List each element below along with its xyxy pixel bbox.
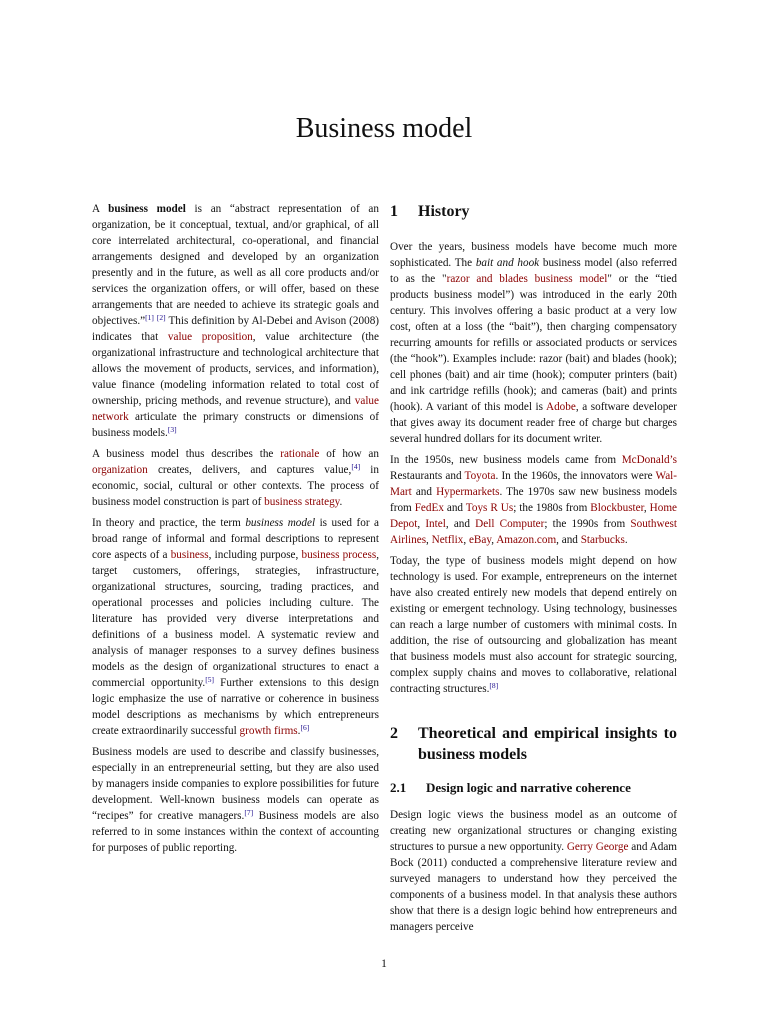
text: is used for a broad range of informal and formal descriptions to represent core aspects of a [92,517,379,561]
text: , a software developer that gives away its document reader free of charge but charges several hundred dollars for its document writer. [390,401,677,445]
subsection-number: 2.1 [390,780,407,795]
wiki-link[interactable]: Southwest Airlines [390,518,677,546]
wiki-link[interactable]: growth firms [239,725,298,737]
text: Design logic views the business model as an outcome of creating new organizational structures or changing existing structures to pursue a new opportunity. [390,809,677,853]
ref-link[interactable]: [8] [489,681,499,690]
subsection-title: Design logic and narrative coherence [426,780,631,795]
theory-paragraph [92,515,379,739]
wiki-link[interactable]: Toys R Us [465,502,514,514]
text: , including purpose, [208,549,302,561]
rationale-paragraph [92,446,379,510]
wiki-link[interactable]: Intel [425,518,446,530]
wiki-link[interactable]: business process [301,549,377,561]
section-title: Theoretical and empirical insights to business models [418,725,677,763]
wiki-link[interactable]: Dell Computer [475,518,545,530]
text: is an “abstract representation of an organization, be it conceptual, textual, and/or graphical, of all core interrelated architectural, co-operational, and financial arrangements designed and developed by an organization presently and in the future, as well as all core products and/or services the organization offers, or will offer, based on these arrangements that are needed to achieve its strategic goals and objectives.” [92,203,379,327]
history-paragraph-1 [390,239,677,447]
page-title: Business model [295,113,473,144]
wiki-link[interactable]: eBay [468,534,492,546]
wiki-link[interactable]: rationale [280,448,320,460]
text: creates, delivers, and captures value, [147,464,352,476]
ref-link[interactable]: [6] [300,723,310,732]
left-column [92,201,379,861]
text: in economic, social, cultural or other contexts. The process of business model construction is part of [92,464,379,508]
text: of how an [319,448,379,460]
wiki-link[interactable]: Toyota [464,470,496,482]
section-title: History [418,203,470,220]
section-heading-history [390,201,677,222]
wiki-link[interactable]: Hypermarkets [436,486,500,498]
ref-link[interactable]: [3] [167,425,177,434]
history-paragraph-2: In the 1950s, new business models came from McDonald’s Restaurants and Toyota. In the 1960s, the innovators were Wal-Mart and Hypermarkets. The 1970s saw new business models from FedEx and Toys R Us; the 1980s from Blockbuster, Home Depot, Intel, and Dell Computer; the 1990s from Southwest Airlines, Netflix, eBay, Amazon.com, and Starbucks. [390,454,678,546]
ref-link[interactable]: [7] [244,808,254,817]
wiki-link[interactable]: razor and blades business model [446,273,608,285]
right-column [390,201,677,940]
text: and Adam Bock (2011) conducted a comprehensive literature review and surveyed managers to understand how they perceived the components of a business model. In that analysis these authors show that there is a design logic behind how entrepreneurs and managers perceive [390,841,678,933]
ref-link[interactable]: [5] [205,675,214,684]
bold-term: business model [108,203,186,215]
design-logic-paragraph [390,807,677,935]
section-number: 2 [390,725,398,742]
text: articulate the primary constructs or dimensions of business models. [92,411,379,439]
text: This definition by Al-Debei and Avison (2008) indicates that [92,315,380,343]
ref-link[interactable]: [2] [156,313,166,322]
text: " or the “tied products business model”) was introduced in the early 20th century. This involves offering a basic product at a very low cost, often at a loss (the “bait”), then charging compensatory recurring amounts for refills or associated products or services (the “hook”). Examples include: razor (bait) and blades (hook); cell phones (bait) and air time (hook); computer printers (bait) and ink cartridge refills (hook); and cameras (bait) and prints (hook). A variant of this model is [390,273,677,413]
text: A [92,203,109,215]
wiki-link[interactable]: business strategy [264,496,340,508]
wiki-link[interactable]: value network [92,395,379,423]
wiki-link[interactable]: value proposition [167,331,253,343]
text: Business models are also referred to in some instances within the context of accounting for purposes of public reporting. [92,810,380,854]
wiki-link[interactable]: Amazon.com [496,534,557,546]
text: . [339,496,343,508]
text: In theory and practice, the term [92,517,246,529]
intro-paragraph [92,201,379,441]
text: , target customers, offerings, strategies, infrastructure, organizational structures, sourcing, trading practices, and operational processes and policies including culture. The literature has provided very diverse interpretations and definitions of a business model. A systematic review and analysis of manager responses to a survey defines business models as the design of organizational structures to enact a commercial opportunity. [92,549,379,689]
text: A business model thus describes the [92,448,281,460]
wiki-link[interactable]: Netflix [431,534,464,546]
section-number: 1 [390,203,398,220]
ref-link[interactable]: [1] [145,313,154,322]
text: business model (also referred to as the " [390,257,677,285]
wiki-link[interactable]: FedEx [414,502,444,514]
text: Over the years, business models have become much more sophisticated. The [390,241,677,269]
wiki-link[interactable]: organization [92,464,148,476]
ref-link[interactable]: [4] [351,462,361,471]
wiki-link[interactable]: Starbucks [580,534,625,546]
wiki-link[interactable]: Home Depot [390,502,678,530]
text: , value architecture (the organizational infrastructure and technological architecture that allows the movement of products, services, and information), value finance (modeling information related to total cost of ownership, pricing methods, and revenue structure), and [92,331,379,407]
wiki-link[interactable]: Wal-Mart [390,470,677,498]
text: Further extensions to this design logic emphasize the use of narrative or coherence in business model descriptions as mechanisms by which entrepreneurs create extraordinarily successful [92,677,379,737]
text: Business models are used to describe and classify businesses, especially in an entrepreneurial setting, but they are also used by managers inside companies to explore possibilities for future development. Well-known business models can operate as “recipes” for creative managers. [92,746,379,822]
history-paragraph-3 [390,553,677,697]
wiki-link[interactable]: Blockbuster [590,502,644,514]
italic-term: bait and hook [475,257,540,269]
page-number: 1 [381,958,387,970]
wiki-link[interactable]: business [170,549,209,561]
text: Today, the type of business models might depend on how technology is used. For example, entrepreneurs on the internet have also created entirely new models that depend entirely on existing or emergent technology. Using technology, businesses can reach a large number of customers with minimal costs. In addition, the rise of outsourcing and globalization has meant that business models must also account for strategic sourcing, complex supply chains and moves to collaborative, relational contracting structures. [390,555,677,695]
section-heading-theoretical [390,723,677,765]
wiki-link[interactable]: McDonald’s [621,454,677,466]
classify-paragraph [92,744,379,856]
text: . [297,725,301,737]
wiki-link[interactable]: Gerry George [566,841,629,853]
subsection-heading-design-logic [390,779,677,797]
italic-term: business model [245,517,316,529]
wiki-link[interactable]: Adobe [546,401,576,413]
